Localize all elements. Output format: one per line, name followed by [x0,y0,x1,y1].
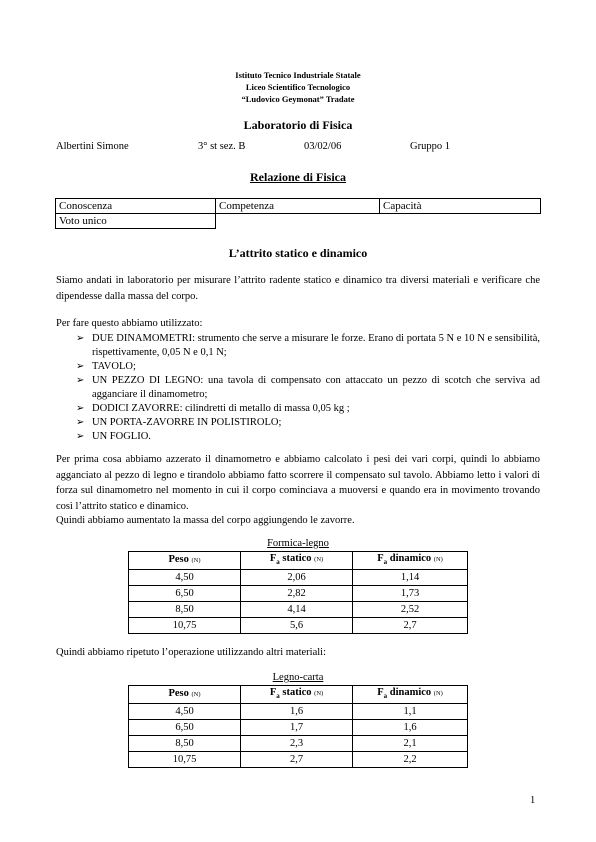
list-item: ➢ DODICI ZAVORRE: cilindretti di metallo di massa 0,05 kg ; [76,403,350,414]
list-item: ➢ UN PEZZO DI LEGNO: una tavola di compensato con attaccato un pezzo di scotch che serviva ad agganciare il dinamometro; [76,375,540,400]
friction-table-formica-legno [128,551,468,634]
friction-table-legno-carta [128,685,468,768]
student-name: Albertini Simone [56,141,129,152]
procedure-paragraph-2: Quindi abbiamo aumentato la massa del corpo aggiungendo le zavorre. [56,515,355,526]
procedure-paragraph: Per prima cosa abbiamo azzerato il dinamometro e abbiamo calcolato i pesi dei vari corpi, quindi lo abbiamo agganciato al pezzo di legno e tirandolo abbiamo fatto scorrere il compensato sul tavolo. Abbiamo letto i valori di forza sul dinamometro nel momento in cui il corpo cominciava a muoversi e quando era in movimento trovando così l’attrito statico e dinamico. [56,454,540,512]
col-fa-dinamico: $F_a$ dinamico (N) [353,686,468,704]
table-row: 6,50 1,7 1,6 [129,720,468,736]
materials-intro: Per fare questo abbiamo utilizzato: [56,318,203,329]
intro-paragraph: Siamo andati in laboratorio per misurare l’attrito radente statico e dinamico tra diversi materiali e verificare che dipendesse dalla massa del corpo. [56,275,540,302]
table-row: 8,50 2,3 2,1 [129,736,468,752]
col-fa-dinamico: $F_a$ dinamico (N) [353,552,468,570]
report-title: Relazione di Fisica [250,170,346,184]
table1-caption: Formica-legno [267,538,329,549]
section-title: L’attrito statico e dinamico [228,246,368,260]
table-row: 8,50 4,14 2,52 [129,602,468,618]
list-item: ➢ DUE DINAMOMETRI: strumento che serve a misurare le forze. Erano di portata 5 N e 10 N e sensibilità, rispettivamente, 0,05 N e 0,1 N; [76,333,540,358]
table-row: 6,50 2,82 1,73 [129,586,468,602]
arrow-bullet-icon: ➢ [76,361,85,372]
table-header-row [129,686,468,704]
list-item: ➢ UN PORTA-ZAVORRE IN POLISTIROLO; [76,417,282,428]
list-item: ➢ UN FOGLIO. [76,431,151,442]
institute-name: Istituto Tecnico Industriale Statale [235,70,361,80]
materials-list [76,332,540,444]
table-row: 10,75 2,7 2,2 [129,752,468,768]
arrow-bullet-icon: ➢ [76,375,85,386]
between-paragraph: Quindi abbiamo ripetuto l’operazione utilizzando altri materiali: [56,647,326,658]
group-label: Gruppo 1 [410,141,450,152]
table2-caption: Legno-carta [272,672,324,683]
arrow-bullet-icon: ➢ [76,417,85,428]
table-row: 4,50 1,6 1,1 [129,704,468,720]
arrow-bullet-icon: ➢ [76,431,85,442]
eval-conoscenza: Conoscenza [56,199,216,214]
table-row: 10,75 5,6 2,7 [129,618,468,634]
col-fa-statico: $F_a$ statico (N) [241,552,353,570]
eval-voto-unico: Voto unico [56,214,216,229]
lab-title: Laboratorio di Fisica [243,118,353,132]
eval-competenza: Competenza [216,199,380,214]
report-date: 03/02/06 [304,141,342,152]
arrow-bullet-icon: ➢ [76,403,85,414]
school-dedication: “Ludovico Geymonat” Tradate [241,94,355,104]
table-row: 4,50 2,06 1,14 [129,570,468,586]
page-number: 1 [530,795,536,806]
school-name: Liceo Scientifico Tecnologico [245,82,351,92]
col-peso: Peso (N) [129,686,241,704]
class-section: 3° st sez. B [198,141,246,152]
col-peso: Peso (N) [129,552,241,570]
list-item: ➢ TAVOLO; [76,361,136,372]
evaluation-table [55,198,541,229]
arrow-bullet-icon: ➢ [76,333,85,344]
eval-capacita: Capacità [380,199,541,214]
col-fa-statico: $F_a$ statico (N) [241,686,353,704]
table-header-row [129,552,468,570]
